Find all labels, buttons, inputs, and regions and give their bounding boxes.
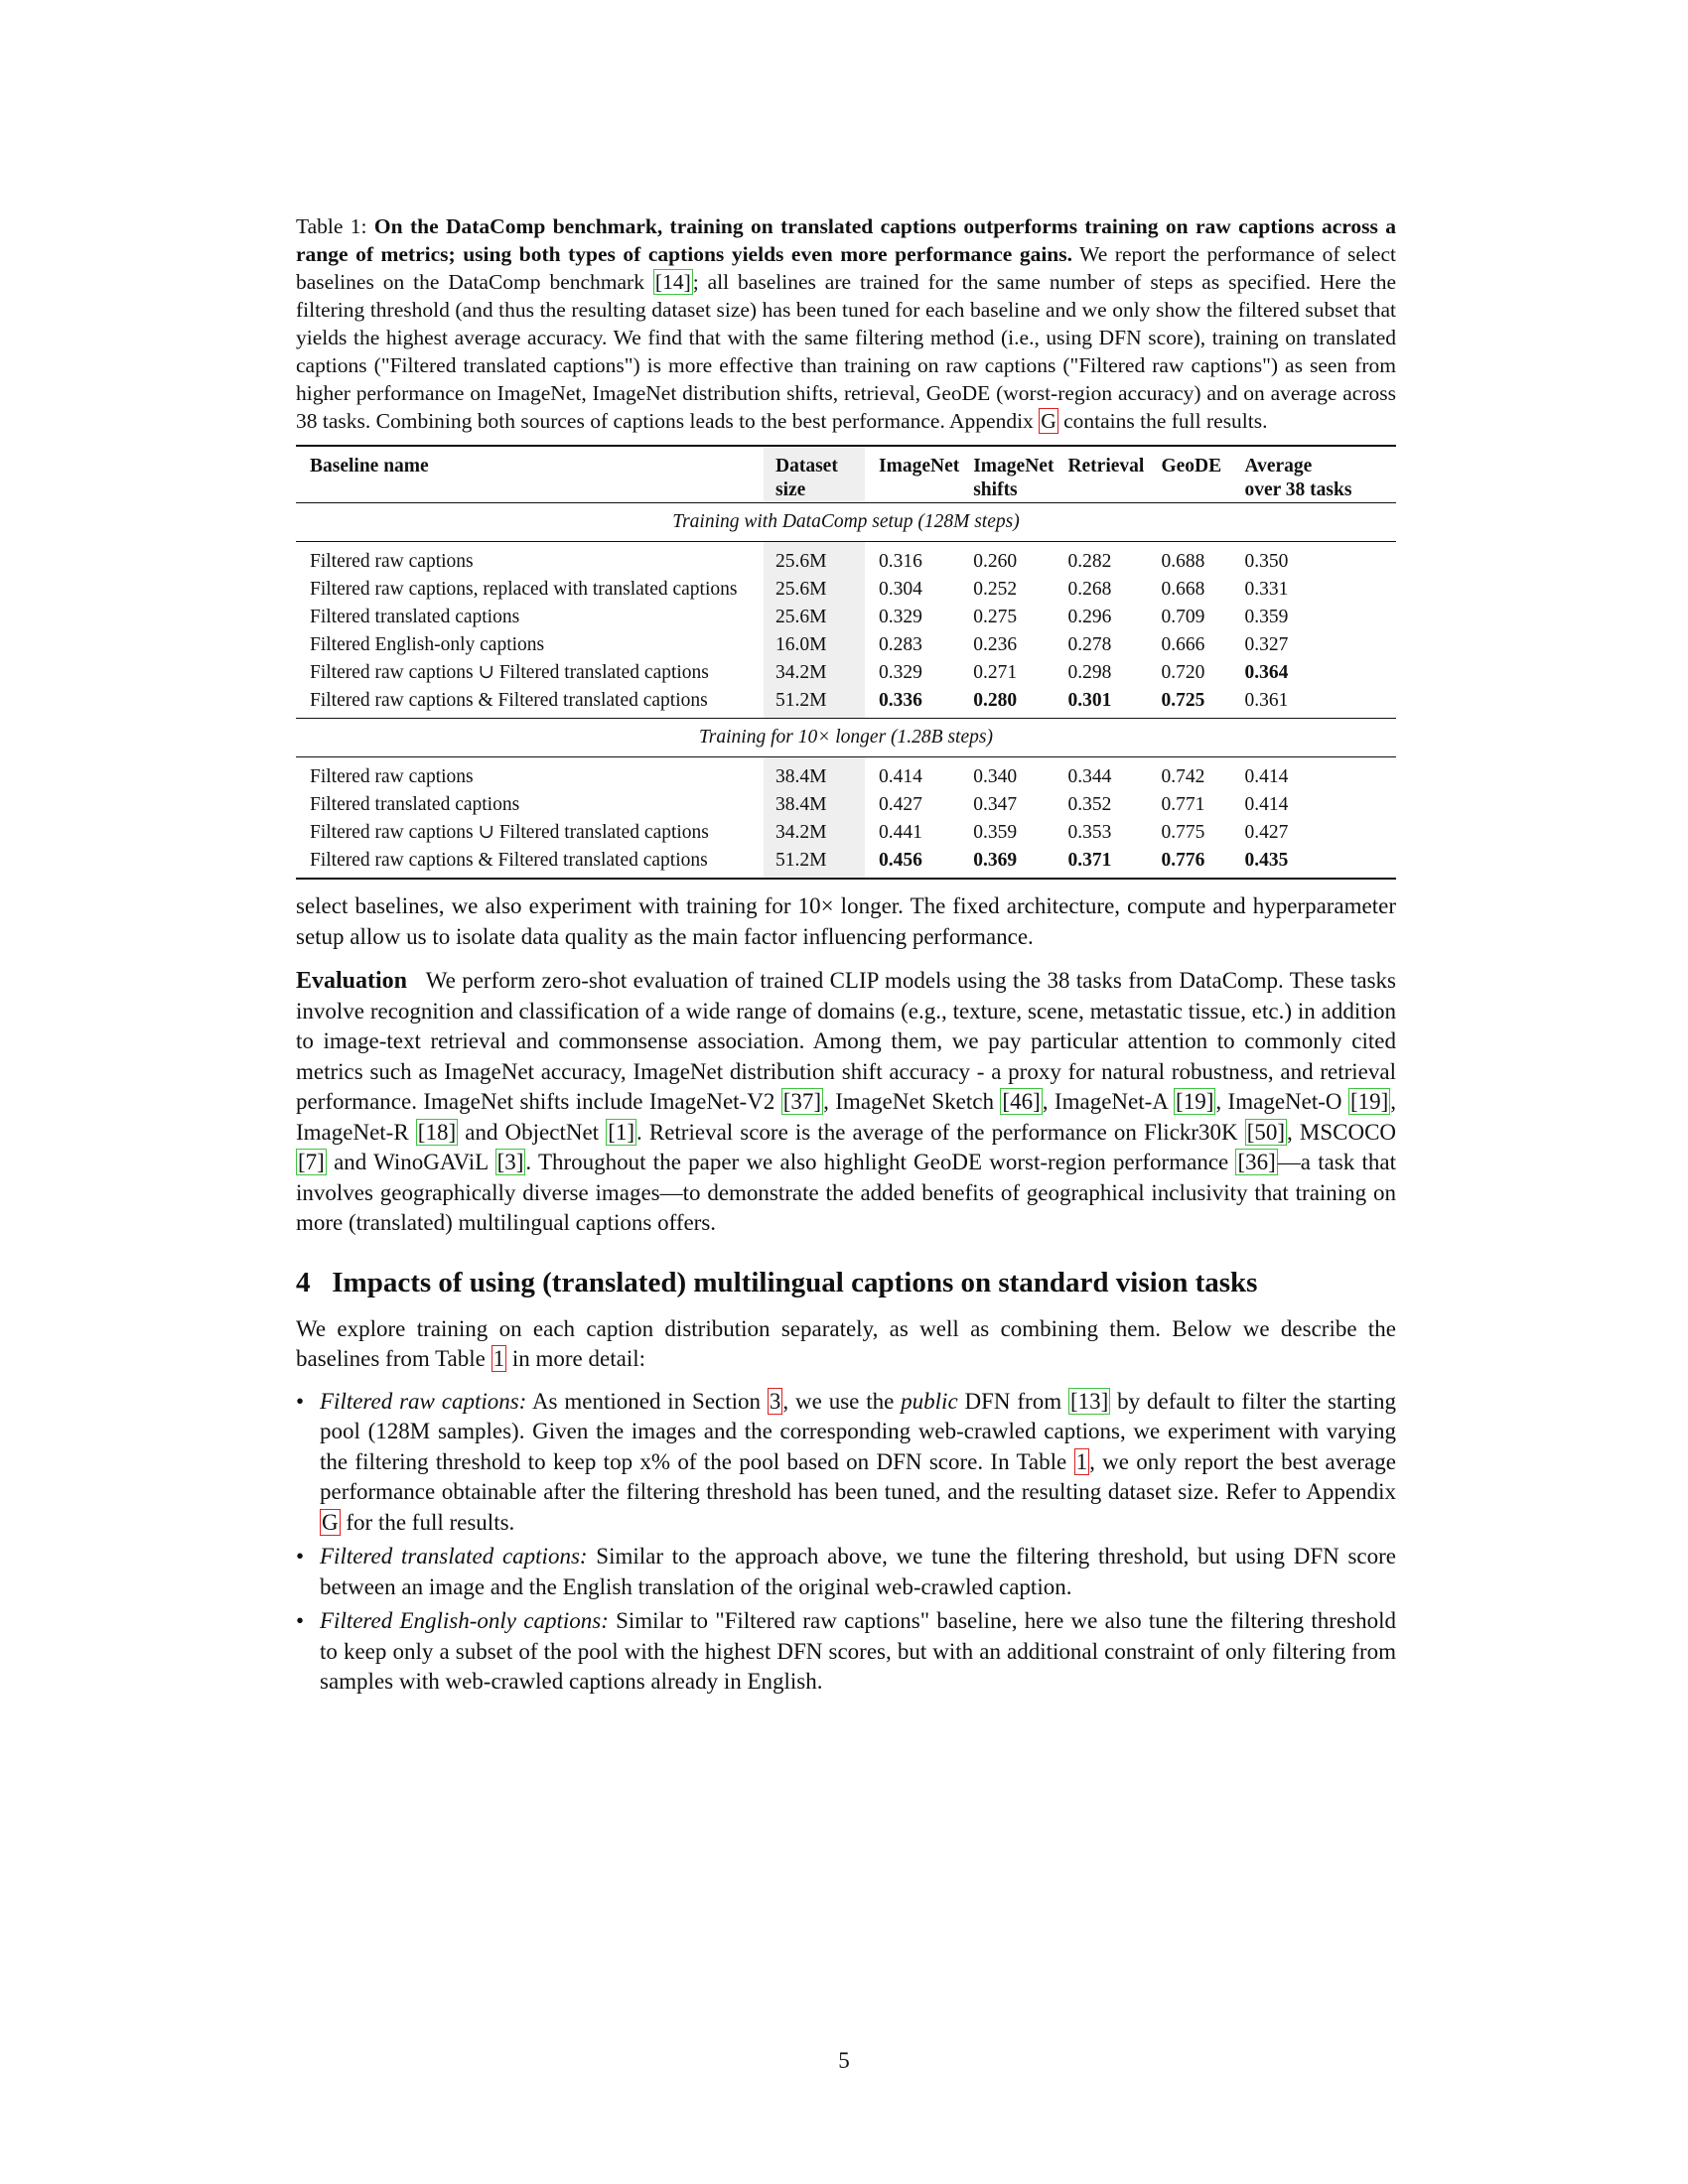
list-item [296, 1542, 1396, 1602]
caption-text: We report the performance of select baselines on the DataComp benchmark [296, 242, 1396, 294]
row-imagenet-shifts: 0.275 [973, 607, 1018, 627]
row-geode: 0.668 [1161, 579, 1205, 600]
row-dataset-size: 38.4M [764, 757, 865, 789]
row-imagenet-shifts: 0.369 [973, 850, 1018, 871]
row-name: Filtered raw captions ∪ Filtered translated captions [310, 662, 709, 683]
evaluation-heading: Evaluation [296, 968, 408, 994]
row-geode: 0.725 [1161, 690, 1205, 711]
table-label: Table 1: [296, 214, 367, 238]
row-average: 0.364 [1244, 662, 1289, 683]
table-row [296, 757, 1396, 789]
row-average: 0.327 [1244, 634, 1289, 655]
page-number: 5 [838, 2048, 850, 2073]
section-title: Impacts of using (translated) multilingual captions on standard vision tasks [332, 1266, 1258, 1298]
row-retrieval: 0.353 [1067, 822, 1112, 843]
row-imagenet: 0.283 [879, 634, 922, 655]
row-name: Filtered translated captions [310, 794, 520, 815]
row-geode: 0.742 [1161, 766, 1205, 787]
section-label: Training for 10× longer (1.28B steps) [296, 719, 1396, 757]
citation-link[interactable]: [14] [654, 270, 691, 294]
table-body-datacomp [296, 542, 1396, 719]
row-geode: 0.771 [1161, 794, 1205, 815]
appendix-link[interactable]: G [1041, 409, 1056, 433]
paragraph-text: , ImageNet-A [1042, 1089, 1168, 1114]
row-name: Filtered raw captions ∪ Filtered translated captions [310, 822, 709, 843]
citation-link[interactable]: [37] [782, 1089, 822, 1114]
row-name: Filtered raw captions [310, 551, 474, 572]
row-name: Filtered raw captions [310, 766, 474, 787]
table-row [296, 844, 1396, 879]
row-retrieval: 0.371 [1067, 850, 1112, 871]
header-text: size [775, 479, 806, 500]
table-caption [296, 212, 1396, 435]
item-text: , we use the [782, 1388, 895, 1414]
caption-text: contains the full results. [1063, 409, 1268, 433]
bullet-icon: • [296, 1388, 305, 1414]
item-text: DFN from [964, 1388, 1062, 1414]
row-imagenet-shifts: 0.236 [973, 634, 1018, 655]
row-imagenet-shifts: 0.347 [973, 794, 1018, 815]
baseline-list [296, 1387, 1396, 1698]
item-text: , we only report the best average performance obtainable after the filtering threshold has been tuned, and the resulting dataset size. Refer to Appendix [320, 1448, 1396, 1504]
paragraph-text: and WinoGAViL [334, 1150, 489, 1174]
list-item [296, 1606, 1396, 1698]
row-imagenet-shifts: 0.340 [973, 766, 1018, 787]
row-imagenet-shifts: 0.271 [973, 662, 1018, 683]
section-heading [296, 1265, 1396, 1300]
header-retrieval: Retrieval [1067, 456, 1145, 477]
row-imagenet-shifts: 0.252 [973, 579, 1018, 600]
row-dataset-size: 51.2M [764, 684, 865, 719]
citation-link[interactable]: [1] [608, 1119, 635, 1145]
header-average [1230, 446, 1396, 503]
citation-link[interactable]: [36] [1237, 1150, 1276, 1174]
row-imagenet-shifts: 0.359 [973, 822, 1018, 843]
list-item [296, 1387, 1396, 1539]
row-imagenet-shifts: 0.280 [973, 690, 1018, 711]
row-retrieval: 0.301 [1067, 690, 1112, 711]
row-name: Filtered translated captions [310, 607, 520, 627]
row-geode: 0.709 [1161, 607, 1205, 627]
row-name: Filtered English-only captions [310, 634, 545, 655]
row-dataset-size: 16.0M [764, 628, 865, 656]
page-content [296, 212, 1396, 1698]
item-lead: Filtered translated captions: [320, 1544, 588, 1569]
row-geode: 0.720 [1161, 662, 1205, 683]
section-intro [296, 1314, 1396, 1375]
table-row [296, 542, 1396, 574]
header-dataset-size [764, 446, 865, 503]
results-table [296, 445, 1396, 880]
table-link[interactable]: 1 [1075, 1448, 1088, 1474]
item-lead: Filtered raw captions: [320, 1388, 527, 1414]
row-retrieval: 0.352 [1067, 794, 1112, 815]
row-retrieval: 0.296 [1067, 607, 1112, 627]
table-caption-bold: On the DataComp benchmark, training on translated captions outperforms training on raw captions across a range of metrics; using both types of captions yields even more performance gains. [296, 214, 1397, 266]
row-imagenet: 0.427 [879, 794, 922, 815]
paragraph-text: , MSCOCO [1287, 1119, 1397, 1145]
row-dataset-size: 34.2M [764, 816, 865, 844]
bullet-icon: • [296, 1544, 305, 1569]
row-retrieval: 0.298 [1067, 662, 1112, 683]
row-name: Filtered raw captions, replaced with translated captions [310, 579, 738, 600]
paragraph-text: . Retrieval score is the average of the performance on Flickr30K [636, 1119, 1238, 1145]
row-dataset-size: 51.2M [764, 844, 865, 879]
paragraph-text: and ObjectNet [465, 1119, 600, 1145]
header-geode: GeoDE [1161, 456, 1222, 477]
header-text: Average [1244, 456, 1313, 477]
row-geode: 0.688 [1161, 551, 1205, 572]
row-geode: 0.666 [1161, 634, 1205, 655]
row-dataset-size: 34.2M [764, 656, 865, 684]
table-header-row [296, 446, 1396, 503]
header-baseline-name: Baseline name [310, 456, 429, 477]
row-retrieval: 0.268 [1067, 579, 1112, 600]
header-imagenet-shifts [959, 446, 1054, 503]
citation-link[interactable]: [19] [1349, 1089, 1389, 1114]
table-row [296, 816, 1396, 844]
table-row [296, 684, 1396, 719]
paragraph-text: in more detail: [511, 1346, 645, 1371]
row-imagenet: 0.414 [879, 766, 922, 787]
row-dataset-size: 38.4M [764, 788, 865, 816]
table-row [296, 628, 1396, 656]
header-text: ImageNet [973, 456, 1055, 477]
row-name: Filtered raw captions & Filtered translated captions [310, 690, 708, 711]
row-imagenet: 0.329 [879, 607, 922, 627]
row-geode: 0.775 [1161, 822, 1205, 843]
table-row [296, 601, 1396, 628]
row-imagenet: 0.304 [879, 579, 922, 600]
paragraph-text: —a task that involves geographically diverse images—to demonstrate the added benefits of geographical inclusivity that training on more (translated) multilingual captions offers. [296, 1150, 1397, 1235]
row-imagenet: 0.329 [879, 662, 922, 683]
item-text: As mentioned in Section [531, 1388, 762, 1414]
table-body-long-training [296, 757, 1396, 880]
row-geode: 0.776 [1161, 850, 1205, 871]
table-row [296, 788, 1396, 816]
paragraph-text: , ImageNet Sketch [823, 1089, 994, 1114]
row-average: 0.414 [1244, 766, 1289, 787]
paragraph-text: We perform zero-shot evaluation of trained CLIP models using the 38 tasks from DataComp. These tasks involve recognition and classification of a wide range of domains (e.g., texture, scene, metastatic tissue, etc.) in addition to image-text retrieval and commonsense association. Among them, we pay particular attention to commonly cited metrics such as ImageNet accuracy, ImageNet distribution shift accuracy - a proxy for natural robustness, and retrieval performance. ImageNet shifts include ImageNet-V2 [296, 968, 1396, 1114]
header-text: over 38 tasks [1244, 479, 1352, 500]
table-row [296, 573, 1396, 601]
row-dataset-size: 25.6M [764, 601, 865, 628]
row-average: 0.435 [1244, 850, 1289, 871]
header-imagenet: ImageNet [879, 456, 960, 477]
row-imagenet: 0.441 [879, 822, 922, 843]
section-label: Training with DataComp setup (128M steps) [296, 503, 1396, 542]
table-row [296, 656, 1396, 684]
table-link[interactable]: 1 [492, 1346, 505, 1371]
citation-link[interactable]: [50] [1246, 1119, 1286, 1145]
item-text: for the full results. [346, 1509, 515, 1535]
paragraph-text: , ImageNet-O [1215, 1089, 1342, 1114]
citation-link[interactable]: [46] [1002, 1089, 1041, 1114]
row-average: 0.359 [1244, 607, 1289, 627]
item-text: Similar to "Filtered raw captions" baseline, here we also tune the filtering threshold to keep only a subset of the pool with the highest DFN scores, but with an additional constraint of only filtering from samples with web-crawled captions already in English. [320, 1608, 1397, 1694]
caption-text: ; all baselines are trained for the same number of steps as specified. Here the filtering threshold (and thus the resulting dataset size) has been tuned for each baseline and we only show the filtered subset that yields the highest average accuracy. We find that with the same filtering method (i.e., using DFN score), training on translated captions ("Filtered translated captions") is more effective than training on raw captions ("Filtered raw captions") as seen from higher performance on ImageNet, ImageNet distribution shifts, retrieval, GeoDE (worst-region accuracy) and on average across 38 tasks. Combining both sources of captions leads to the best performance. Appendix [296, 270, 1396, 433]
header-text: shifts [973, 479, 1018, 500]
row-retrieval: 0.278 [1067, 634, 1112, 655]
paragraph-text: We explore training on each caption distribution separately, as well as combining them. Below we describe the baselines from Table [296, 1315, 1396, 1371]
section-link[interactable]: 3 [769, 1388, 781, 1414]
row-imagenet: 0.456 [879, 850, 922, 871]
item-lead: Filtered English-only captions: [320, 1608, 609, 1633]
section-row [296, 503, 1396, 542]
item-text: Similar to the approach above, we tune the filtering threshold, but using DFN score between an image and the English translation of the original web-crawled caption. [320, 1544, 1396, 1599]
item-text: by default to filter the starting pool (128M samples). Given the images and the corresponding web-crawled captions, we experiment with varying the filtering threshold to keep top x% of the pool based on DFN score. In Table [320, 1388, 1396, 1474]
row-average: 0.427 [1244, 822, 1289, 843]
citation-link[interactable]: [3] [496, 1150, 524, 1174]
citation-link[interactable]: [13] [1069, 1388, 1109, 1414]
evaluation-paragraph [296, 966, 1396, 1239]
appendix-link[interactable]: G [322, 1509, 339, 1535]
citation-link[interactable]: [7] [298, 1150, 325, 1174]
paragraph-text: , ImageNet-R [296, 1089, 1397, 1145]
section-number: 4 [296, 1266, 311, 1298]
row-dataset-size: 25.6M [764, 542, 865, 574]
row-name: Filtered raw captions & Filtered translated captions [310, 850, 708, 871]
row-retrieval: 0.282 [1067, 551, 1112, 572]
row-imagenet-shifts: 0.260 [973, 551, 1018, 572]
citation-link[interactable]: [19] [1176, 1089, 1214, 1114]
section-row [296, 719, 1396, 757]
item-emphasis: public [901, 1388, 958, 1414]
row-average: 0.361 [1244, 690, 1289, 711]
row-average: 0.350 [1244, 551, 1289, 572]
row-retrieval: 0.344 [1067, 766, 1112, 787]
paragraph-text: . Throughout the paper we also highlight GeoDE worst-region performance [525, 1150, 1229, 1174]
citation-link[interactable]: [18] [417, 1119, 457, 1145]
row-imagenet: 0.336 [879, 690, 922, 711]
header-text: Dataset [775, 456, 838, 477]
row-average: 0.331 [1244, 579, 1289, 600]
bullet-icon: • [296, 1608, 305, 1633]
row-dataset-size: 25.6M [764, 573, 865, 601]
row-average: 0.414 [1244, 794, 1289, 815]
row-imagenet: 0.316 [879, 551, 922, 572]
paragraph: select baselines, we also experiment with training for 10× longer. The fixed architecture, compute and hyperparameter setup allow us to isolate data quality as the main factor influencing performance. [296, 893, 1396, 949]
